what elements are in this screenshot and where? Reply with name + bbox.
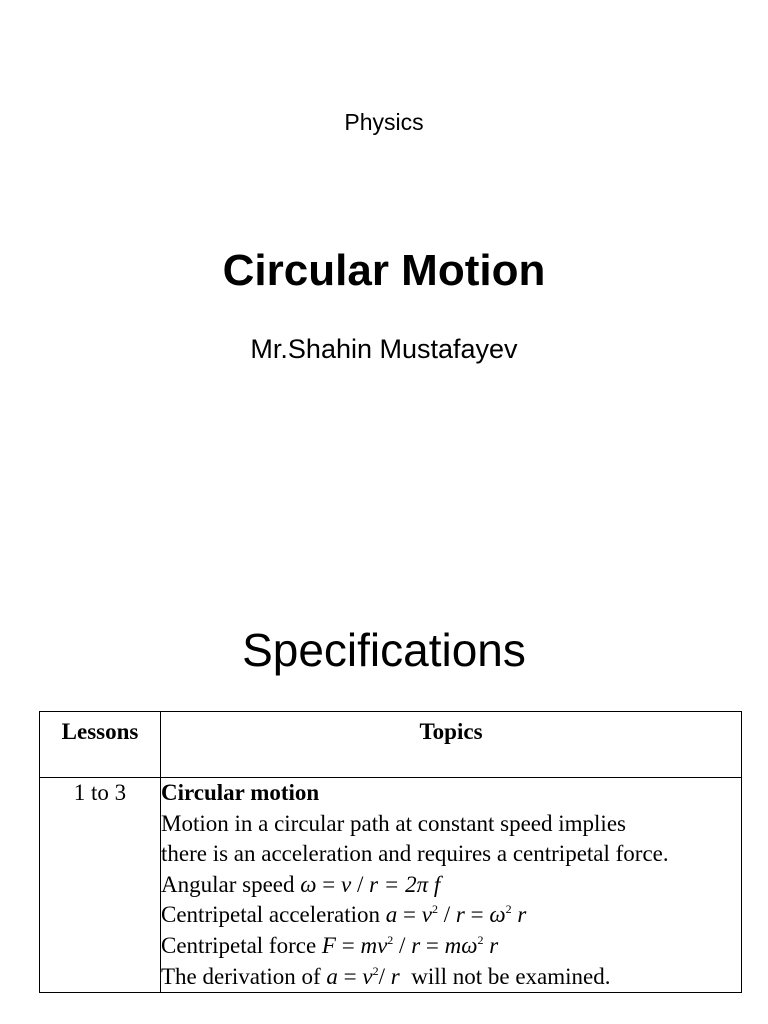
table-header-row — [40, 712, 742, 778]
specifications-heading: Specifications — [242, 624, 526, 676]
topic-description-line: there is an acceleration and requires a centripetal force. — [161, 841, 669, 867]
subject-label: Physics — [344, 109, 424, 135]
topic-description-line: Motion in a circular path at constant speed implies — [161, 810, 626, 836]
topics-cell — [161, 778, 742, 993]
author-name: Mr.Shahin Mustafayev — [250, 334, 518, 364]
page-title: Circular Motion — [222, 246, 546, 295]
topic-title: Circular motion — [161, 780, 320, 805]
table-row — [40, 778, 742, 993]
lessons-cell: 1 to 3 — [40, 778, 161, 993]
derivation-note: The derivation of $a = v^2/$ r will not be examined. — [161, 963, 611, 989]
column-header-topics: Topics — [161, 712, 742, 778]
specifications-table — [39, 711, 742, 993]
centripetal-force-formula: Centripetal force $F = mv^2 / r = m\omega^2$ r — [161, 932, 499, 958]
column-header-lessons: Lessons — [40, 712, 161, 778]
angular-speed-formula: Angular speed ω = v / r = 2π f — [161, 871, 441, 897]
centripetal-acceleration-formula: Centripetal acceleration $a = v^2 / r = \omega^2$ r — [161, 902, 527, 928]
